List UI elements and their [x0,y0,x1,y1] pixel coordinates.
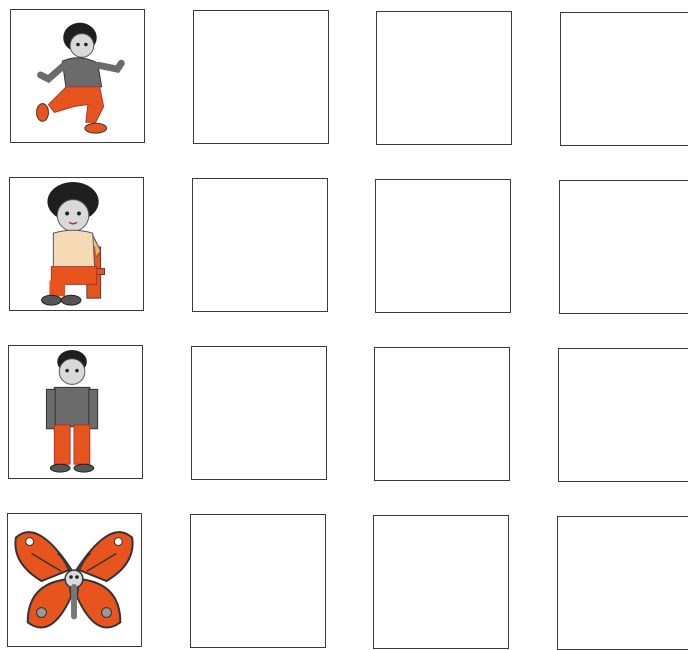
butterfly-icon [8,514,141,646]
blank-box[interactable] [373,515,509,649]
blank-box[interactable] [190,514,326,648]
blank-box[interactable] [191,346,327,480]
sitting-boy-icon [10,178,143,310]
blank-box[interactable] [560,12,688,146]
picture-box-butterfly [7,513,142,647]
blank-box[interactable] [376,11,512,145]
blank-box[interactable] [375,179,511,313]
picture-box-running [10,9,145,143]
blank-box[interactable] [192,178,328,312]
standing-boy-icon [9,346,142,478]
picture-box-standing [8,345,143,479]
running-boy-icon [11,10,144,142]
blank-box[interactable] [193,10,329,144]
blank-box[interactable] [557,516,688,650]
blank-box[interactable] [558,348,688,482]
blank-box[interactable] [374,347,510,481]
picture-box-sitting [9,177,144,311]
blank-box[interactable] [559,180,688,314]
